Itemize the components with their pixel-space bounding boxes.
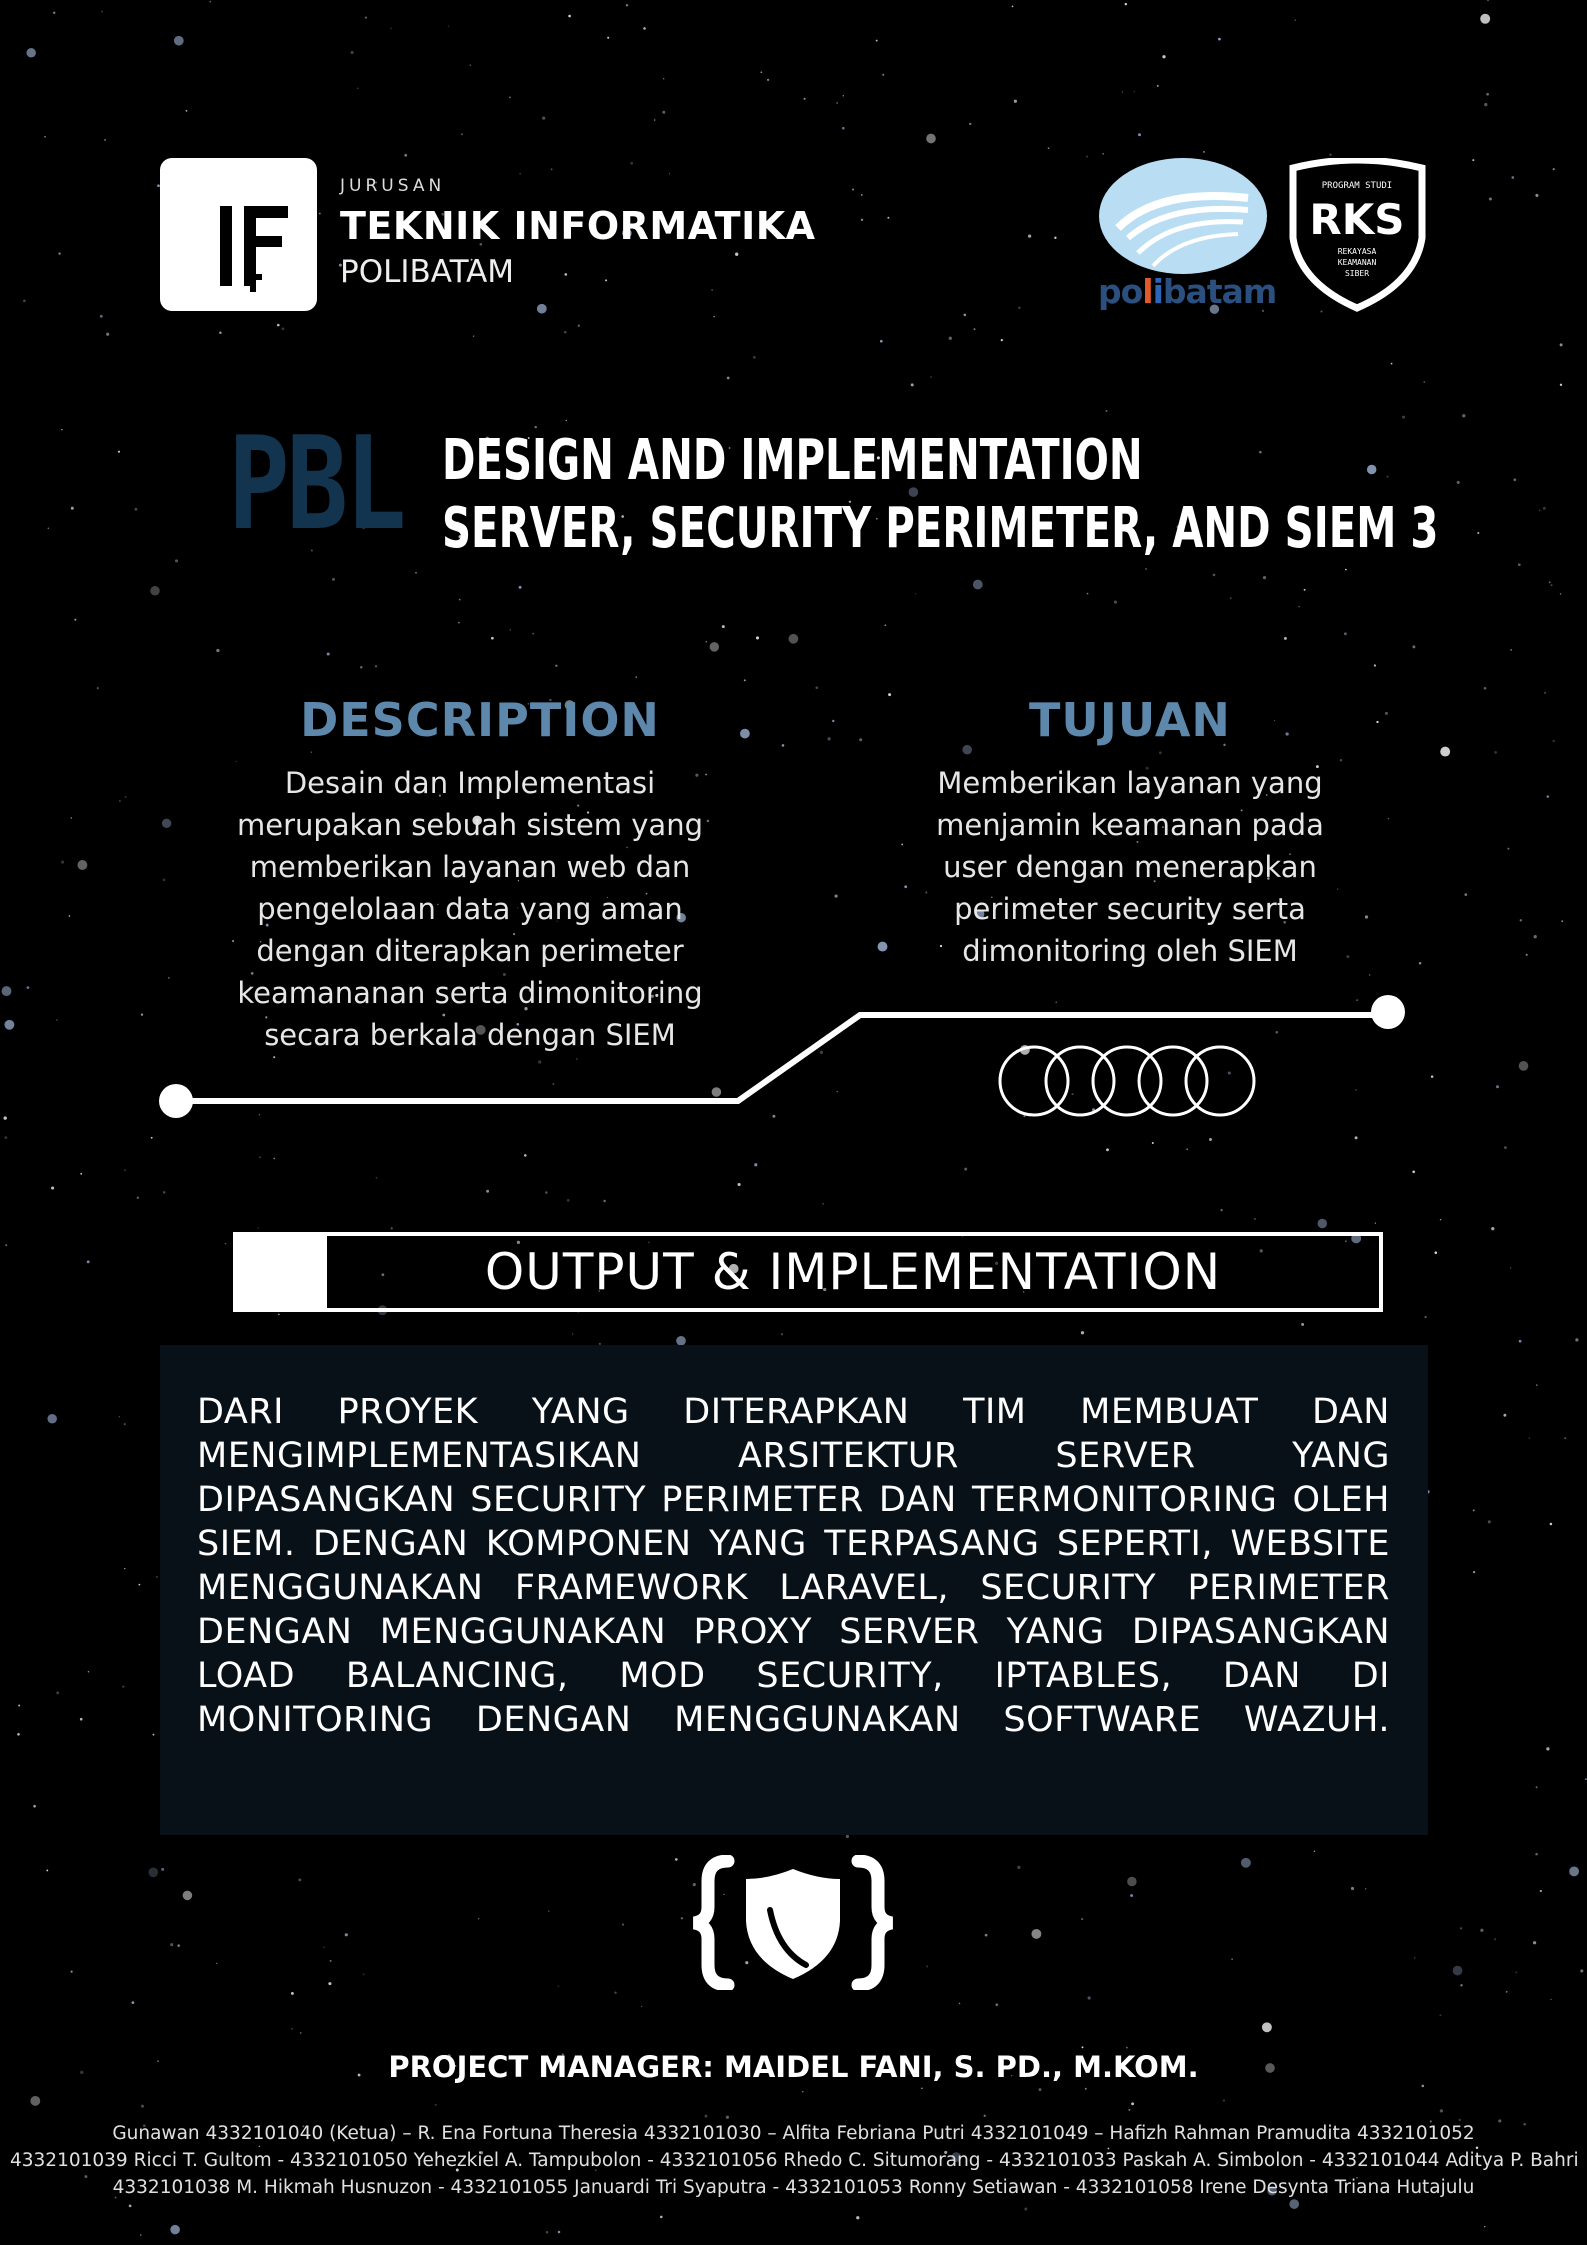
svg-text:REKAYASA: REKAYASA [1337,247,1377,256]
members-line: 4332101039 Ricci T. Gultom - 4332101050 Yehezkiel A. Tampubolon - 4332101056 Rhedo C. Situmorang - 4332101033 Paskah A. Simbolon - 4332101044 Aditya P. Bahri [10,2150,1579,2171]
svg-text:PROGRAM STUDI: PROGRAM STUDI [1321,181,1393,191]
polibatam-wordmark: polibatam [1098,272,1277,311]
output-heading-box [233,1232,1383,1312]
svg-text:KEAMANAN: KEAMANAN [1337,258,1377,267]
department-label: JURUSAN [340,176,446,196]
institution-name: POLIBATAM [340,254,515,290]
department-block [340,176,816,290]
project-manager: PROJECT MANAGER: MAIDEL FANI, S. PD., M.KOM. [388,2050,1199,2084]
department-name: TEKNIK INFORMATIKA [340,204,816,248]
description-text: Desain dan Implementasi merupakan sebuah sistem yang memberikan layanan web dan pengelolaan data yang aman dengan diterapkan perimeter keamananan serta dimonitoring secara berkala dengan SIEM [236,766,703,1052]
output-body: DARI PROYEK YANG DITERAPKAN TIM MEMBUAT DAN MENGIMPLEMENTASIKAN ARSITEKTUR SERVER YANG DIPASANGKAN SECURITY PERIMETER DAN TERMONITORING OLEH SIEM. DENGAN KOMPONEN YANG TERPASANG SEPERTI, WEBSITE MENGGUNAKAN FRAMEWORK LARAVEL, SECURITY PERIMETER DENGAN MENGGUNAKAN PROXY SERVER YANG DIPASANGKAN LOAD BALANCING, MOD SECURITY, IPTABLES, DAN DI MONITORING DENGAN MENGGUNAKAN SOFTWARE WAZUH. [197,1392,1390,1740]
if-logo [160,158,317,311]
output-heading: OUTPUT & IMPLEMENTATION [484,1243,1222,1301]
project-title-line2: SERVER, SECURITY PERIMETER, AND SIEM 3 [442,496,1439,561]
svg-text:SIBER: SIBER [1344,269,1370,278]
heading-accent-block [237,1236,327,1308]
rks-shield-logo [1285,158,1430,313]
project-title-line1: DESIGN AND IMPLEMENTATION [442,428,1143,493]
pbl-label: PBL [228,410,404,559]
svg-text:RKS: RKS [1309,195,1405,244]
tujuan-heading: TUJUAN [1029,693,1231,747]
team-members [10,2120,1577,2201]
members-line: Gunawan 4332101040 (Ketua) – R. Ena Fortuna Theresia 4332101030 – Alfita Febriana Putri 4332101049 – Hafizh Rahman Pramudita 4332101052 [112,2123,1475,2144]
code-shield-icon [688,1855,898,1990]
members-line: 4332101038 M. Hikmah Husnuzon - 4332101055 Januardi Tri Syaputra - 4332101053 Ronny Setiawan - 4332101058 Irene Desynta Triana Hutajulu [112,2177,1475,2198]
tujuan-text: Memberikan layanan yang menjamin keamanan pada user dengan menerapkan perimeter security serta dimonitoring oleh SIEM [936,766,1324,968]
description-heading: DESCRIPTION [300,693,660,747]
